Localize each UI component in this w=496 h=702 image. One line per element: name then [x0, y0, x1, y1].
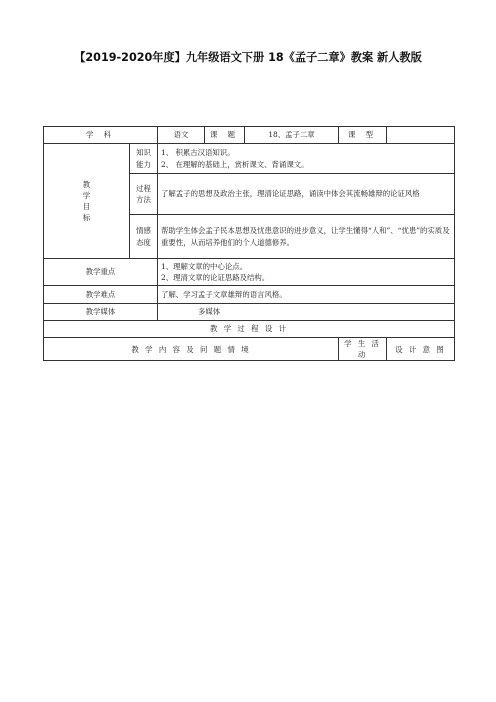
- goals-char: 教: [82, 179, 91, 189]
- process-content: 了解孟子的思想及政治主张，理清论证思路，诵读中体会其流畅雄辩的论证风格: [158, 174, 455, 215]
- goals-char: 目: [82, 202, 91, 211]
- media-content: 多媒体: [158, 304, 455, 321]
- goals-label: [44, 144, 130, 259]
- row-key-points: [44, 259, 455, 286]
- row-knowledge: [44, 144, 455, 174]
- key-point-item: 2、理清文章的论证思路及结构。: [161, 273, 270, 282]
- row-process-design: [44, 321, 455, 338]
- intent-header: 设 计 意 图: [387, 338, 455, 361]
- knowledge-label: 知识能力: [130, 144, 158, 174]
- topic-value: 18、孟子二章: [245, 127, 339, 144]
- type-label: 课 型: [339, 127, 387, 144]
- knowledge-item: 1、 积累古汉语知识。: [161, 148, 235, 158]
- process-design-heading: 教 学 过 程 设 计: [44, 321, 455, 338]
- knowledge-item: 2、 在理解的基础上，赏析课文、背诵课文。: [161, 159, 309, 169]
- type-value: [387, 127, 455, 144]
- row-columns-header: [44, 338, 455, 361]
- subject-value: 语文: [158, 127, 205, 144]
- topic-label: 课 题: [205, 127, 245, 144]
- key-point-item: 1、理解文章的中心论点。: [161, 261, 248, 271]
- emotion-label: 情感态度: [130, 215, 158, 259]
- document-title: 【2019-2020年度】九年级语文下册 18《孟子二章》教案 新人教版: [74, 51, 422, 64]
- lesson-plan-table: [43, 126, 455, 361]
- difficulty-content: 了解、学习孟子文章雄辩的语言风格。: [158, 286, 455, 304]
- knowledge-content: [158, 144, 455, 174]
- emotion-content: 帮助学生体会孟子民本思想及忧患意识的进步意义，让学生懂得“人和”、“忧患”的实质及重要性，从而培养他们的个人道德修养。: [158, 215, 455, 259]
- goals-char: 标: [82, 213, 91, 223]
- goals-char: 学: [82, 190, 91, 200]
- subject-label: 学 科: [44, 127, 158, 144]
- key-points-label: 教学重点: [44, 259, 158, 286]
- key-points-content: [158, 259, 455, 286]
- process-label: 过程方法: [130, 174, 158, 215]
- content-header: 教 学 内 容 及 问 题 情 境: [44, 338, 339, 361]
- difficulty-label: 教学难点: [44, 286, 158, 304]
- row-media: [44, 304, 455, 321]
- row-difficulty: [44, 286, 455, 304]
- media-label: 教学媒体: [44, 304, 158, 321]
- activity-header: 学 生 活 动: [339, 338, 387, 361]
- row-subject: [44, 127, 455, 144]
